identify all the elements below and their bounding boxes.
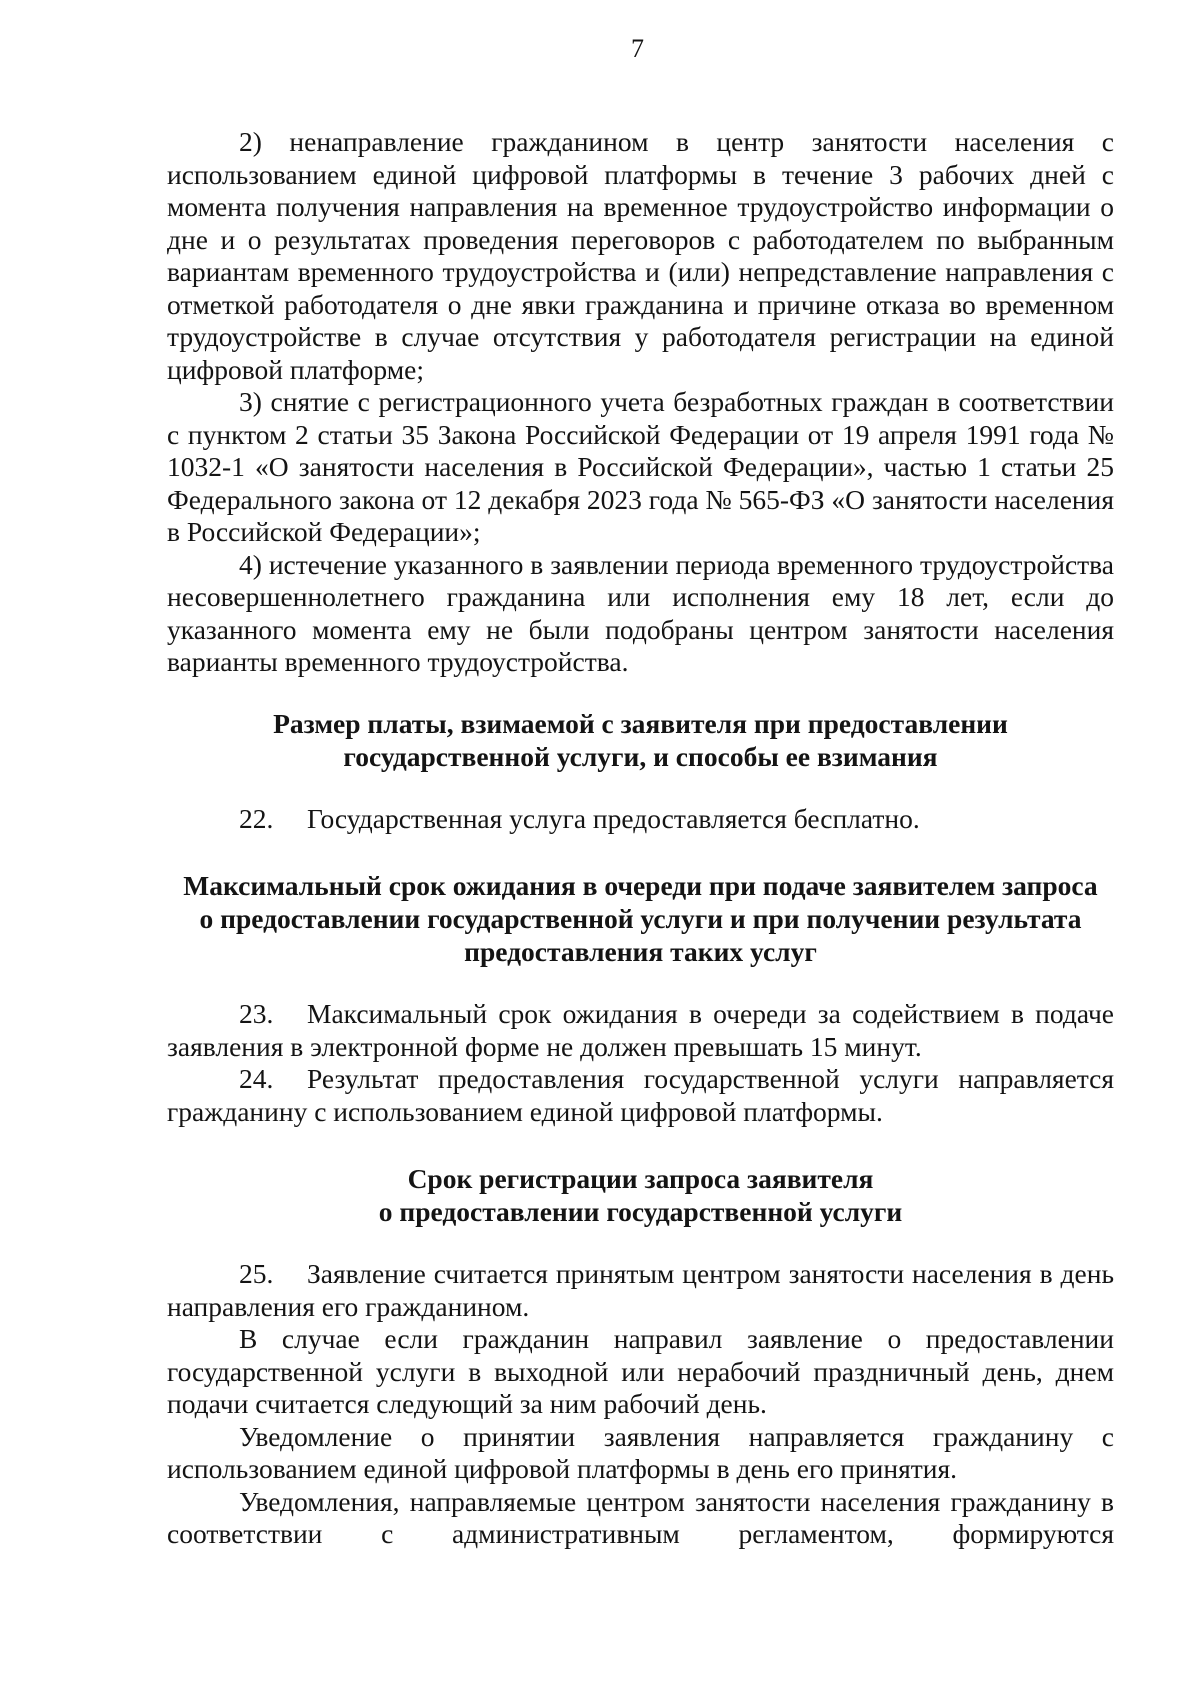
page-number: 7	[631, 34, 644, 63]
spacer	[167, 679, 1114, 707]
section-heading-registration	[167, 1162, 1114, 1228]
spacer	[167, 1128, 1114, 1162]
paragraph-text: Максимальный срок ожидания в очереди за содействием в подаче заявления в электронной форме не должен превышать 15 минут.	[167, 998, 1114, 1062]
paragraph-text: Государственная услуга предоставляется бесплатно.	[307, 802, 920, 834]
item-number: 2)	[239, 126, 262, 157]
paragraph-25-notification: Уведомление о принятии заявления направляется гражданину с использованием единой цифровой платформы в день его принятия.	[167, 1420, 1114, 1484]
spacer	[167, 968, 1114, 998]
paragraph-22	[167, 803, 1114, 836]
heading-line: предоставления таких услуг	[464, 936, 817, 967]
paragraph-item-4	[167, 549, 1114, 679]
paragraph-text: Заявление считается принятым центром занятости населения в день направления его гражданином.	[167, 1258, 1114, 1322]
heading-line: о предоставлении государственной услуги и при получении результата	[199, 903, 1082, 934]
paragraph-number: 23.	[239, 998, 274, 1029]
paragraph-number: 25.	[239, 1258, 274, 1289]
spacer	[167, 773, 1114, 803]
item-text: истечение указанного в заявлении периода временного трудоустройства несовершеннолетнего гражданина или исполнения ему 18 лет, если до указанного момента ему не были подобраны центром занятости населения варианты временного трудоустройства.	[167, 548, 1114, 677]
heading-line: Срок регистрации запроса заявителя	[407, 1163, 874, 1194]
item-text: ненаправление гражданином в центр занятости населения с использованием единой цифровой платформы в течение 3 рабочих дней с момента получения направления на временное трудоустройство информации о дне и о результатах проведения переговоров с работодателем по выбранным вариантам временного трудоустройства и (или) непредставление направления с отметкой работодателя о дне явки гражданина и причине отказа во временном трудоустройстве в случае отсутствия у работодателя регистрации на единой цифровой платформе;	[167, 126, 1115, 385]
heading-line: о предоставлении государственной услуги	[378, 1196, 903, 1227]
item-text: снятие с регистрационного учета безработных граждан в соответствии с пунктом 2 статьи 35 Закона Российской Федерации от 19 апреля 1991 года № 1032-1 «О занятости населения в Российской Федерации», частью 1 статьи 25 Федерального закона от 12 декабря 2023 года № 565-ФЗ «О занятости населения в Российской Федерации»;	[167, 386, 1115, 547]
paragraph-item-2	[167, 126, 1114, 386]
paragraph-25	[167, 1258, 1114, 1323]
paragraph-24	[167, 1063, 1114, 1128]
paragraph-25-notifications-format: Уведомления, направляемые центром занятости населения гражданину в соответствии с административным регламентом, формируются	[167, 1485, 1114, 1549]
document-body	[167, 126, 1114, 1551]
paragraph-item-3	[167, 386, 1114, 549]
item-number: 4)	[239, 548, 262, 580]
heading-line: Размер платы, взимаемой с заявителя при предоставлении	[273, 707, 1008, 739]
item-number: 3)	[239, 386, 262, 417]
section-heading-fee	[167, 707, 1114, 773]
heading-line: государственной услуги, и способы ее взимания	[343, 740, 938, 772]
section-heading-queue	[167, 869, 1114, 968]
paragraph-23	[167, 998, 1114, 1063]
paragraph-text: Результат предоставления государственной услуги направляется гражданину с использованием единой цифровой платформы.	[167, 1063, 1114, 1127]
spacer	[167, 1228, 1114, 1258]
paragraph-25-continuation: В случае если гражданин направил заявление о предоставлении государственной услуги в выходной или нерабочий праздничный день, днем подачи считается следующий за ним рабочий день.	[167, 1323, 1114, 1419]
heading-line: Максимальный срок ожидания в очереди при подаче заявителем запроса	[183, 870, 1098, 901]
paragraph-number: 24.	[239, 1063, 274, 1094]
paragraph-number: 22.	[239, 802, 274, 834]
spacer	[167, 835, 1114, 869]
